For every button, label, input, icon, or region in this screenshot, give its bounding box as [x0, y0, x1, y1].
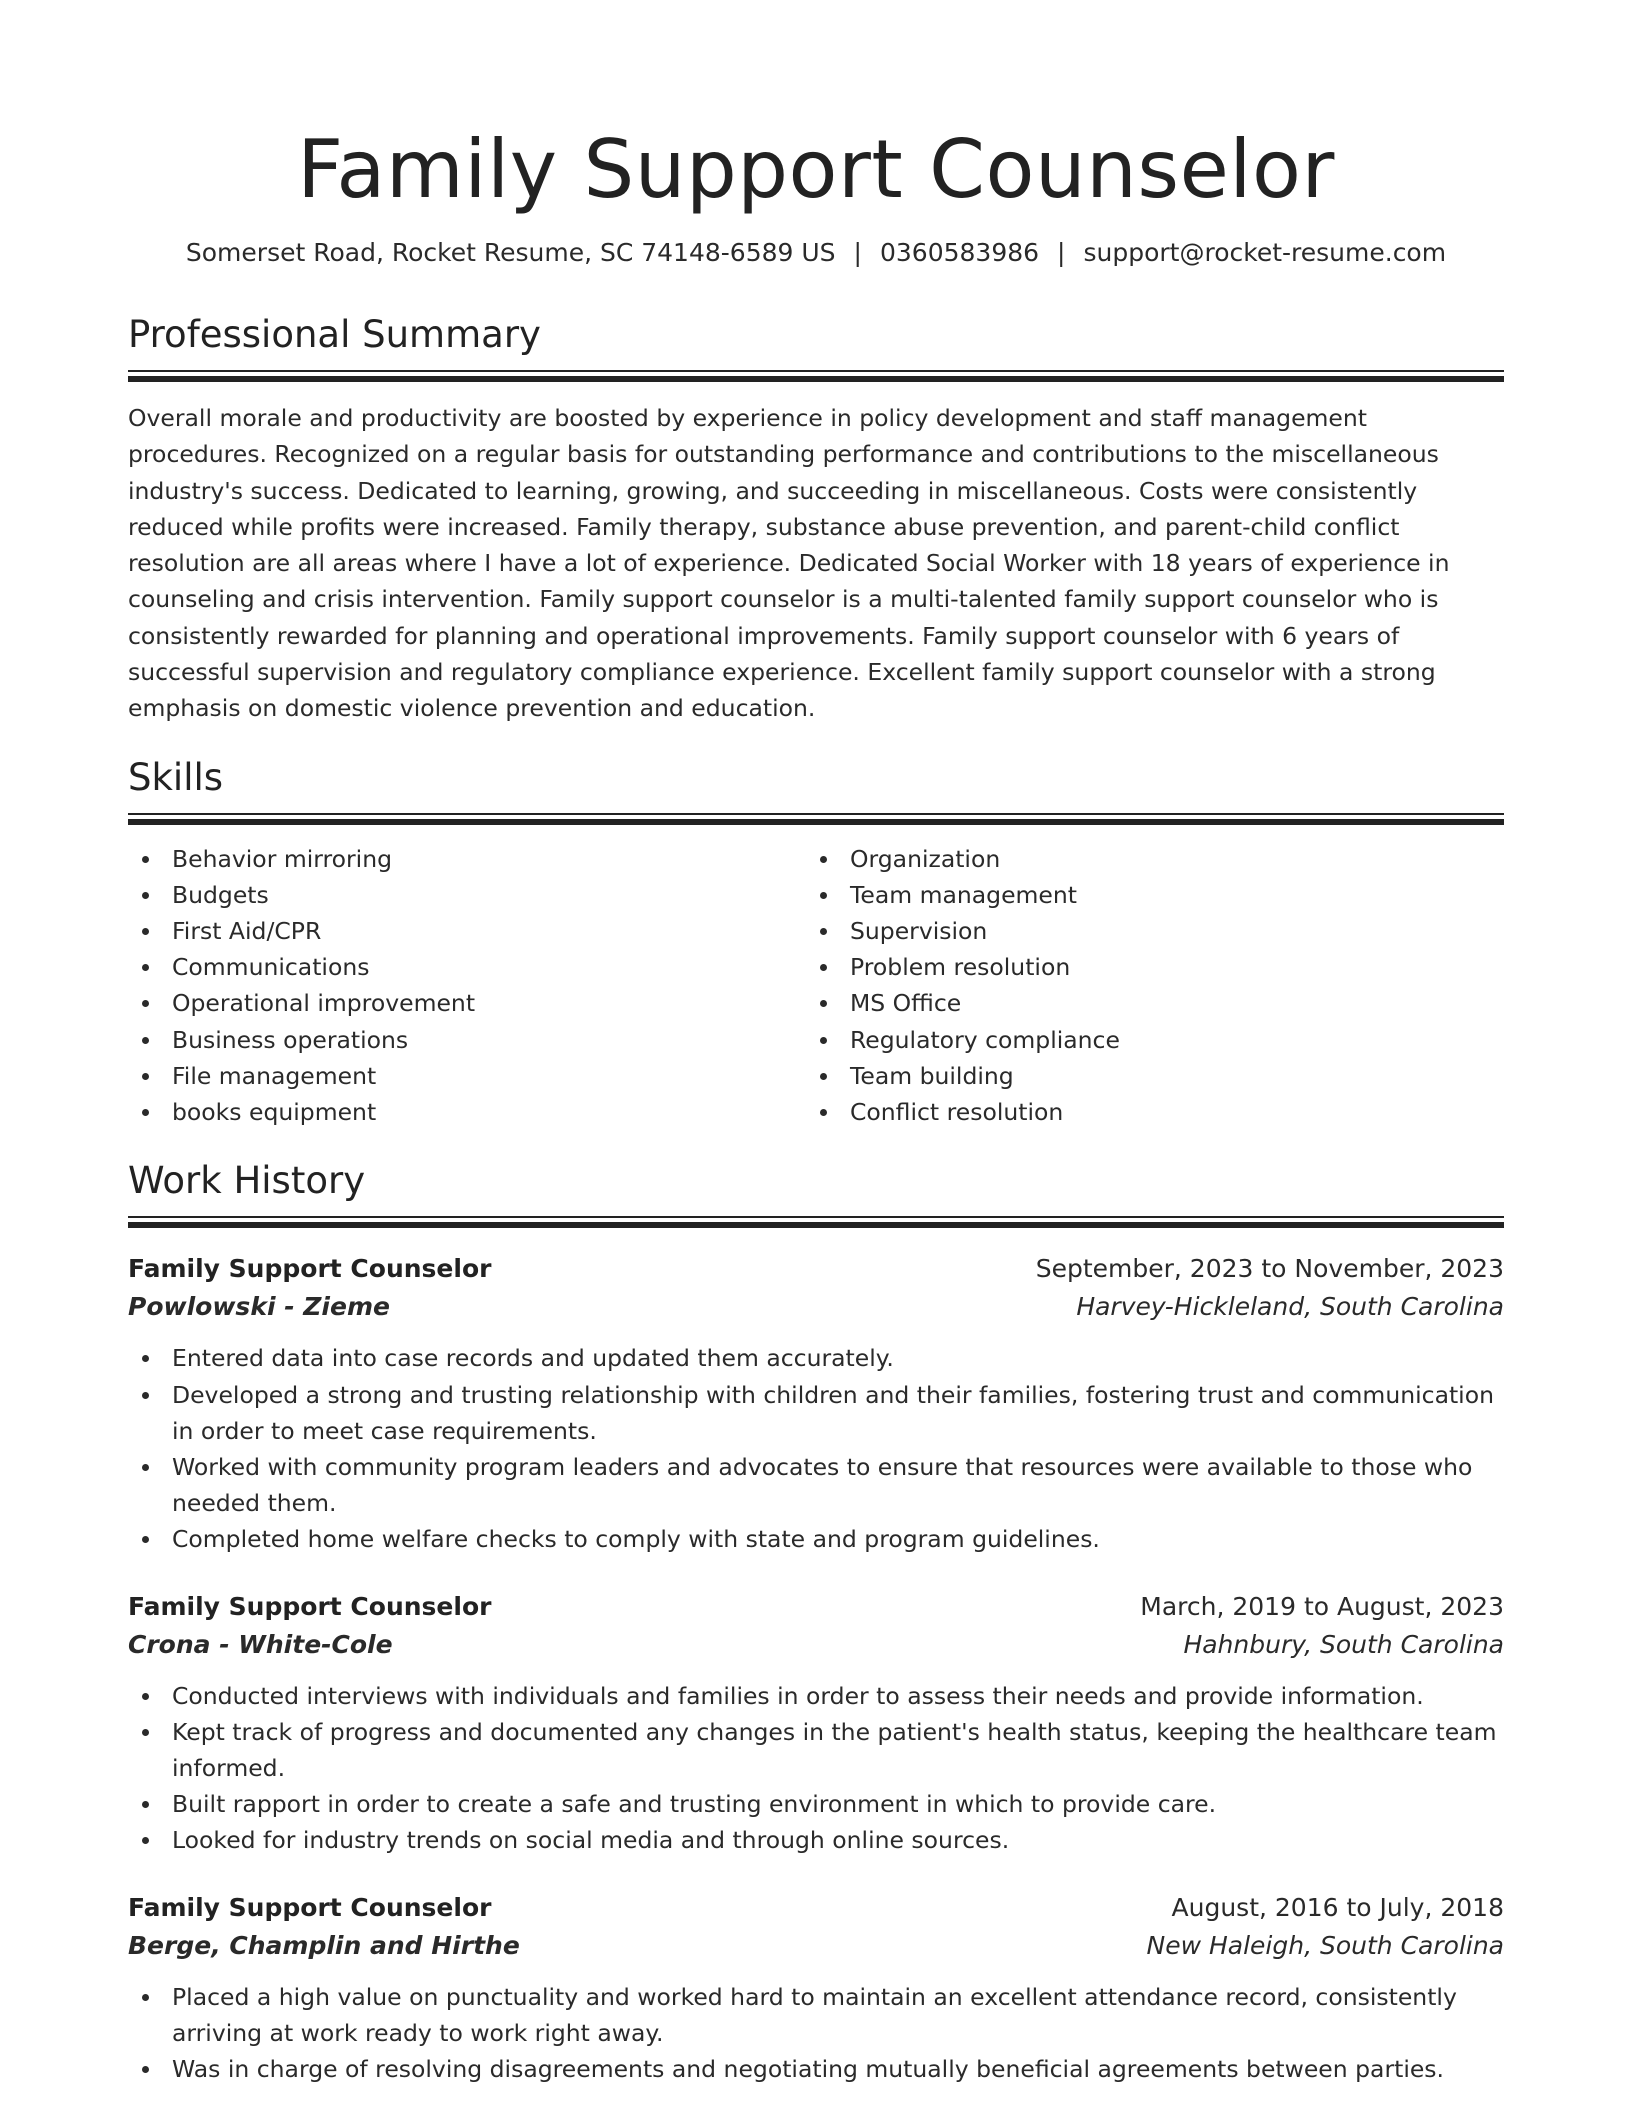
skill-item: Supervision — [806, 913, 1484, 949]
job-dates: August, 2016 to July, 2018 — [1171, 1892, 1504, 1922]
skills-column-right — [806, 841, 1484, 1131]
skill-item: books equipment — [128, 1094, 806, 1130]
contact-separator: | — [1057, 238, 1066, 267]
job-bullet: Developed a strong and trusting relationship with children and their families, fostering trust and communication in order to meet case requirements. — [128, 1377, 1504, 1449]
job-bullet: Was in charge of resolving disagreements and negotiating mutually beneficial agreements between parties. — [128, 2051, 1504, 2087]
job-header — [128, 1250, 1504, 1288]
job-location: Harvey-Hickleland, South Carolina — [1076, 1292, 1504, 1322]
job-bullet: Looked for industry trends on social media and through online sources. — [128, 1822, 1504, 1858]
contact-address: Somerset Road, Rocket Resume, SC 74148-6589 US — [185, 238, 836, 267]
job-bullet: Worked with community program leaders and advocates to ensure that resources were available to those who needed them. — [128, 1449, 1504, 1521]
job-company: Powlowski - Zieme — [128, 1292, 390, 1322]
contact-line — [128, 236, 1504, 270]
job-bullet: Kept track of progress and documented any changes in the patient's health status, keeping the healthcare team informed. — [128, 1714, 1504, 1786]
section-divider — [128, 813, 1504, 825]
skill-item: Budgets — [128, 877, 806, 913]
skills-column-left — [128, 841, 806, 1131]
skill-item: Behavior mirroring — [128, 841, 806, 877]
skill-item: First Aid/CPR — [128, 913, 806, 949]
job-bullet: Entered data into case records and updated them accurately. — [128, 1340, 1504, 1376]
job-subheader — [128, 1927, 1504, 1965]
contact-separator: | — [853, 238, 862, 267]
skill-item: MS Office — [806, 985, 1484, 1021]
section-title-summary: Professional Summary — [128, 313, 541, 356]
job-company: Crona - White-Cole — [128, 1629, 393, 1659]
job-entry — [128, 1588, 1504, 1859]
section-title-work-history: Work History — [128, 1159, 366, 1203]
job-entry — [128, 1250, 1504, 1557]
skill-item: Conflict resolution — [806, 1094, 1484, 1130]
skill-item: Business operations — [128, 1022, 806, 1058]
job-location: Hahnbury, South Carolina — [1183, 1629, 1504, 1659]
job-dates: September, 2023 to November, 2023 — [1035, 1254, 1504, 1284]
section-divider — [128, 1216, 1504, 1228]
job-subheader — [128, 1288, 1504, 1326]
skill-item: Operational improvement — [128, 985, 806, 1021]
job-location: New Haleigh, South Carolina — [1146, 1930, 1504, 1960]
job-title: Family Support Counselor — [128, 1591, 492, 1621]
job-subheader — [128, 1626, 1504, 1664]
skill-item: Organization — [806, 841, 1484, 877]
job-bullet: Built rapport in order to create a safe and trusting environment in which to provide care. — [128, 1786, 1504, 1822]
resume-name: Family Support Counselor — [297, 123, 1335, 216]
job-header — [128, 1889, 1504, 1927]
job-title: Family Support Counselor — [128, 1254, 492, 1284]
job-bullet: Placed a high value on punctuality and worked hard to maintain an excellent attendance record, consistently arriving at work ready to work right away. — [128, 1979, 1504, 2051]
skill-item: Problem resolution — [806, 949, 1484, 985]
skill-item: Regulatory compliance — [806, 1022, 1484, 1058]
job-dates: March, 2019 to August, 2023 — [1140, 1591, 1504, 1621]
job-bullets — [128, 1340, 1504, 1557]
job-bullet: Conducted interviews with individuals and families in order to assess their needs and provide information. — [128, 1678, 1504, 1714]
job-bullet: Completed home welfare checks to comply with state and program guidelines. — [128, 1521, 1504, 1557]
section-title-skills: Skills — [128, 755, 224, 799]
job-title: Family Support Counselor — [128, 1892, 492, 1922]
contact-phone: 0360583986 — [879, 238, 1040, 267]
skill-item: Team building — [806, 1058, 1484, 1094]
skill-item: Communications — [128, 949, 806, 985]
job-bullets — [128, 1678, 1504, 1859]
job-bullets — [128, 1979, 1504, 2088]
summary-text: Overall morale and productivity are boosted by experience in policy development and staff management procedures. Recognized on a regular basis for outstanding performance and contributions to the miscellaneous industry's success. Dedicated to learning, growing, and succeeding in miscellaneous. Costs were consistently reduced while profits were increased. Family therapy, substance abuse prevention, and parent-child conflict resolution are all areas where I have a lot of experience. Dedicated Social Worker with 18 years of experience in counseling and crisis intervention. Family support counselor is a multi-talented family support counselor who is consistently rewarded for planning and operational improvements. Family support counselor with 6 years of successful supervision and regulatory compliance experience. Excellent family support counselor with a strong emphasis on domestic violence prevention and education. — [128, 404, 1450, 723]
job-company: Berge, Champlin and Hirthe — [128, 1930, 520, 1960]
job-header — [128, 1588, 1504, 1626]
skills-list — [128, 841, 1504, 1131]
job-entry — [128, 1889, 1504, 2088]
section-divider — [128, 370, 1504, 382]
resume-page — [128, 0, 1504, 2087]
skill-item: Team management — [806, 877, 1484, 913]
skill-item: File management — [128, 1058, 806, 1094]
contact-email: support@rocket-resume.com — [1083, 238, 1447, 267]
